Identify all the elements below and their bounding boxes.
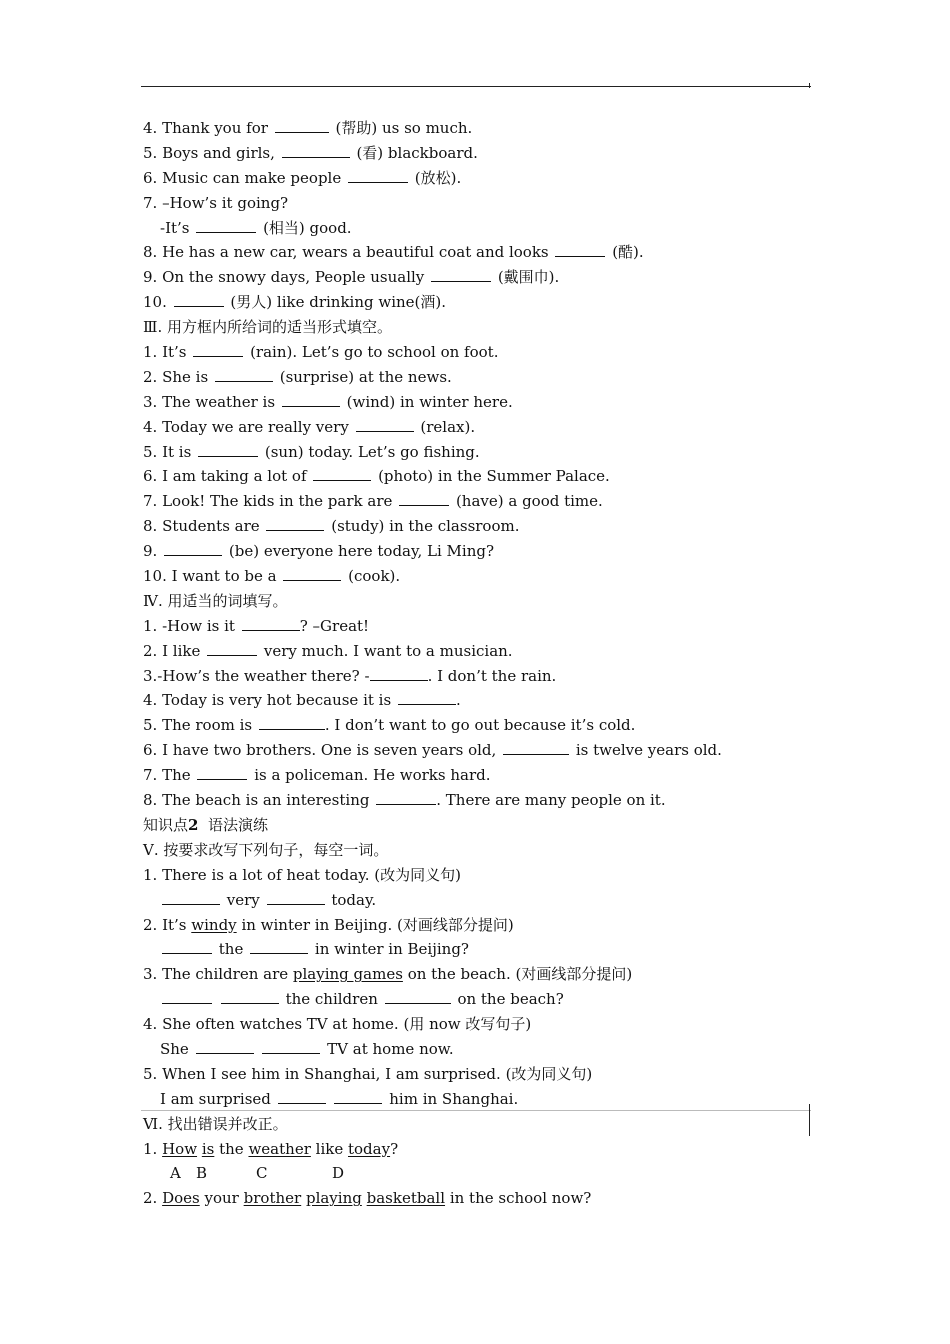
- exercise-line: -It’s (相当) good.: [160, 218, 352, 237]
- answer-blank: [162, 940, 212, 954]
- exercise-line: 5. It is (sun) today. Let’s go fishing.: [143, 442, 480, 461]
- exercise-line: 1. -How is it ? –Great!: [143, 616, 370, 635]
- exercise-line: 2. It’s windy in winter in Beijing. (对画线部分提问): [143, 915, 514, 934]
- page-separator-tick: [809, 1104, 810, 1136]
- exercise-line: 4. Today we are really very (relax).: [143, 417, 476, 436]
- answer-blank: [555, 243, 605, 257]
- exercise-line: She TV at home now.: [160, 1039, 454, 1058]
- section-heading: Ⅴ. 按要求改写下列句子，每空一词。: [143, 840, 389, 859]
- answer-blank: [164, 542, 222, 556]
- exercise-line: 7. –How’s it going?: [143, 193, 289, 212]
- exercise-line: I am surprised him in Shanghai.: [160, 1089, 519, 1108]
- exercise-line: the in winter in Beijing?: [143, 937, 823, 962]
- exercise-line: 1. It’s (rain). Let’s go to school on foot.: [143, 343, 499, 362]
- answer-blank: [348, 169, 408, 183]
- answer-blank: [370, 667, 428, 681]
- section-heading: Ⅳ. 用适当的词填写。: [143, 591, 288, 610]
- exercise-line: 2. Does your brother playing basketball in the school now?: [143, 1189, 592, 1208]
- exercise-line: 5. When I see him in Shanghai, I am surprised. (改为同义句): [143, 1064, 593, 1083]
- exercise-line: 8. He has a new car, wears a beautiful coat and looks (酷).: [143, 243, 644, 262]
- exercise-line: 9. (be) everyone here today, Li Ming?: [143, 542, 494, 561]
- exercise-line: 4. Thank you for (帮助) us so much.: [143, 119, 473, 137]
- section-heading: 知识点2 语法演练: [143, 815, 269, 834]
- section-heading: Ⅵ. 找出错误并改正。: [143, 1114, 288, 1133]
- answer-blank: [399, 492, 449, 506]
- answer-blank: [174, 293, 224, 307]
- exercise-line: very today.: [143, 888, 823, 913]
- exercise-line: 2. She is (surprise) at the news.: [143, 367, 452, 386]
- exercise-line: 4. Today is very hot because it is .: [143, 691, 461, 710]
- answer-blank: [385, 990, 451, 1004]
- answer-blank: [313, 467, 371, 481]
- exercise-line: 10. (男人) like drinking wine(酒).: [143, 293, 447, 312]
- page-separator: [141, 1110, 811, 1111]
- exercise-line: 5. The room is . I don’t want to go out because it’s cold.: [143, 716, 636, 735]
- option-letters: A B C D: [170, 1164, 345, 1183]
- exercise-line: 3.-How’s the weather there? - . I don’t the rain.: [143, 666, 557, 685]
- answer-blank: [250, 940, 308, 954]
- exercise-line: the children on the beach?: [143, 987, 823, 1012]
- answer-blank: [356, 418, 414, 432]
- answer-blank: [334, 1090, 382, 1104]
- answer-blank: [431, 268, 491, 282]
- answer-blank: [266, 517, 324, 531]
- answer-blank: [282, 144, 350, 158]
- worksheet: [143, 116, 823, 1211]
- exercise-line: 7. The is a policeman. He works hard.: [143, 766, 491, 785]
- answer-blank: [197, 766, 247, 780]
- answer-blank: [398, 691, 456, 705]
- exercise-line: 5. Boys and girls, (看) blackboard.: [143, 143, 478, 162]
- exercise-line: 10. I want to be a (cook).: [143, 567, 401, 586]
- answer-blank: [198, 443, 258, 457]
- answer-blank: [275, 119, 329, 133]
- answer-blank: [162, 891, 220, 905]
- exercise-line: 9. On the snowy days, People usually (戴围巾).: [143, 268, 560, 287]
- answer-blank: [196, 219, 256, 233]
- answer-blank: [278, 1090, 326, 1104]
- answer-blank: [259, 716, 325, 730]
- exercise-line: 3. The weather is (wind) in winter here.: [143, 392, 513, 411]
- exercise-line: 6. Music can make people (放松).: [143, 168, 462, 187]
- exercise-line: 7. Look! The kids in the park are (have) a good time.: [143, 492, 603, 511]
- exercise-line: 6. I am taking a lot of (photo) in the Summer Palace.: [143, 467, 610, 486]
- exercise-line: 1. How is the weather like today?: [143, 1139, 399, 1158]
- exercise-line: 8. Students are (study) in the classroom.: [143, 517, 520, 536]
- answer-blank: [267, 891, 325, 905]
- answer-blank: [503, 741, 569, 755]
- top-rule-tick: [809, 83, 810, 88]
- top-rule: [141, 86, 811, 87]
- answer-blank: [262, 1040, 320, 1054]
- answer-blank: [196, 1040, 254, 1054]
- answer-blank: [221, 990, 279, 1004]
- exercise-line: 3. The children are playing games on the beach. (对画线部分提问): [143, 965, 633, 984]
- answer-blank: [283, 567, 341, 581]
- answer-blank: [193, 343, 243, 357]
- exercise-line: 2. I like very much. I want to a musician.: [143, 641, 513, 660]
- section-heading: Ⅲ. 用方框内所给词的适当形式填空。: [143, 318, 393, 337]
- answer-blank: [215, 368, 273, 382]
- exercise-line: 1. There is a lot of heat today. (改为同义句): [143, 865, 461, 884]
- answer-blank: [207, 642, 257, 656]
- answer-blank: [242, 617, 300, 631]
- answer-blank: [282, 393, 340, 407]
- answer-blank: [376, 791, 436, 805]
- exercise-line: 8. The beach is an interesting . There are many people on it.: [143, 791, 666, 810]
- exercise-line: 6. I have two brothers. One is seven years old, is twelve years old.: [143, 741, 722, 760]
- exercise-line: 4. She often watches TV at home. (用 now 改写句子): [143, 1015, 532, 1034]
- answer-blank: [162, 990, 212, 1004]
